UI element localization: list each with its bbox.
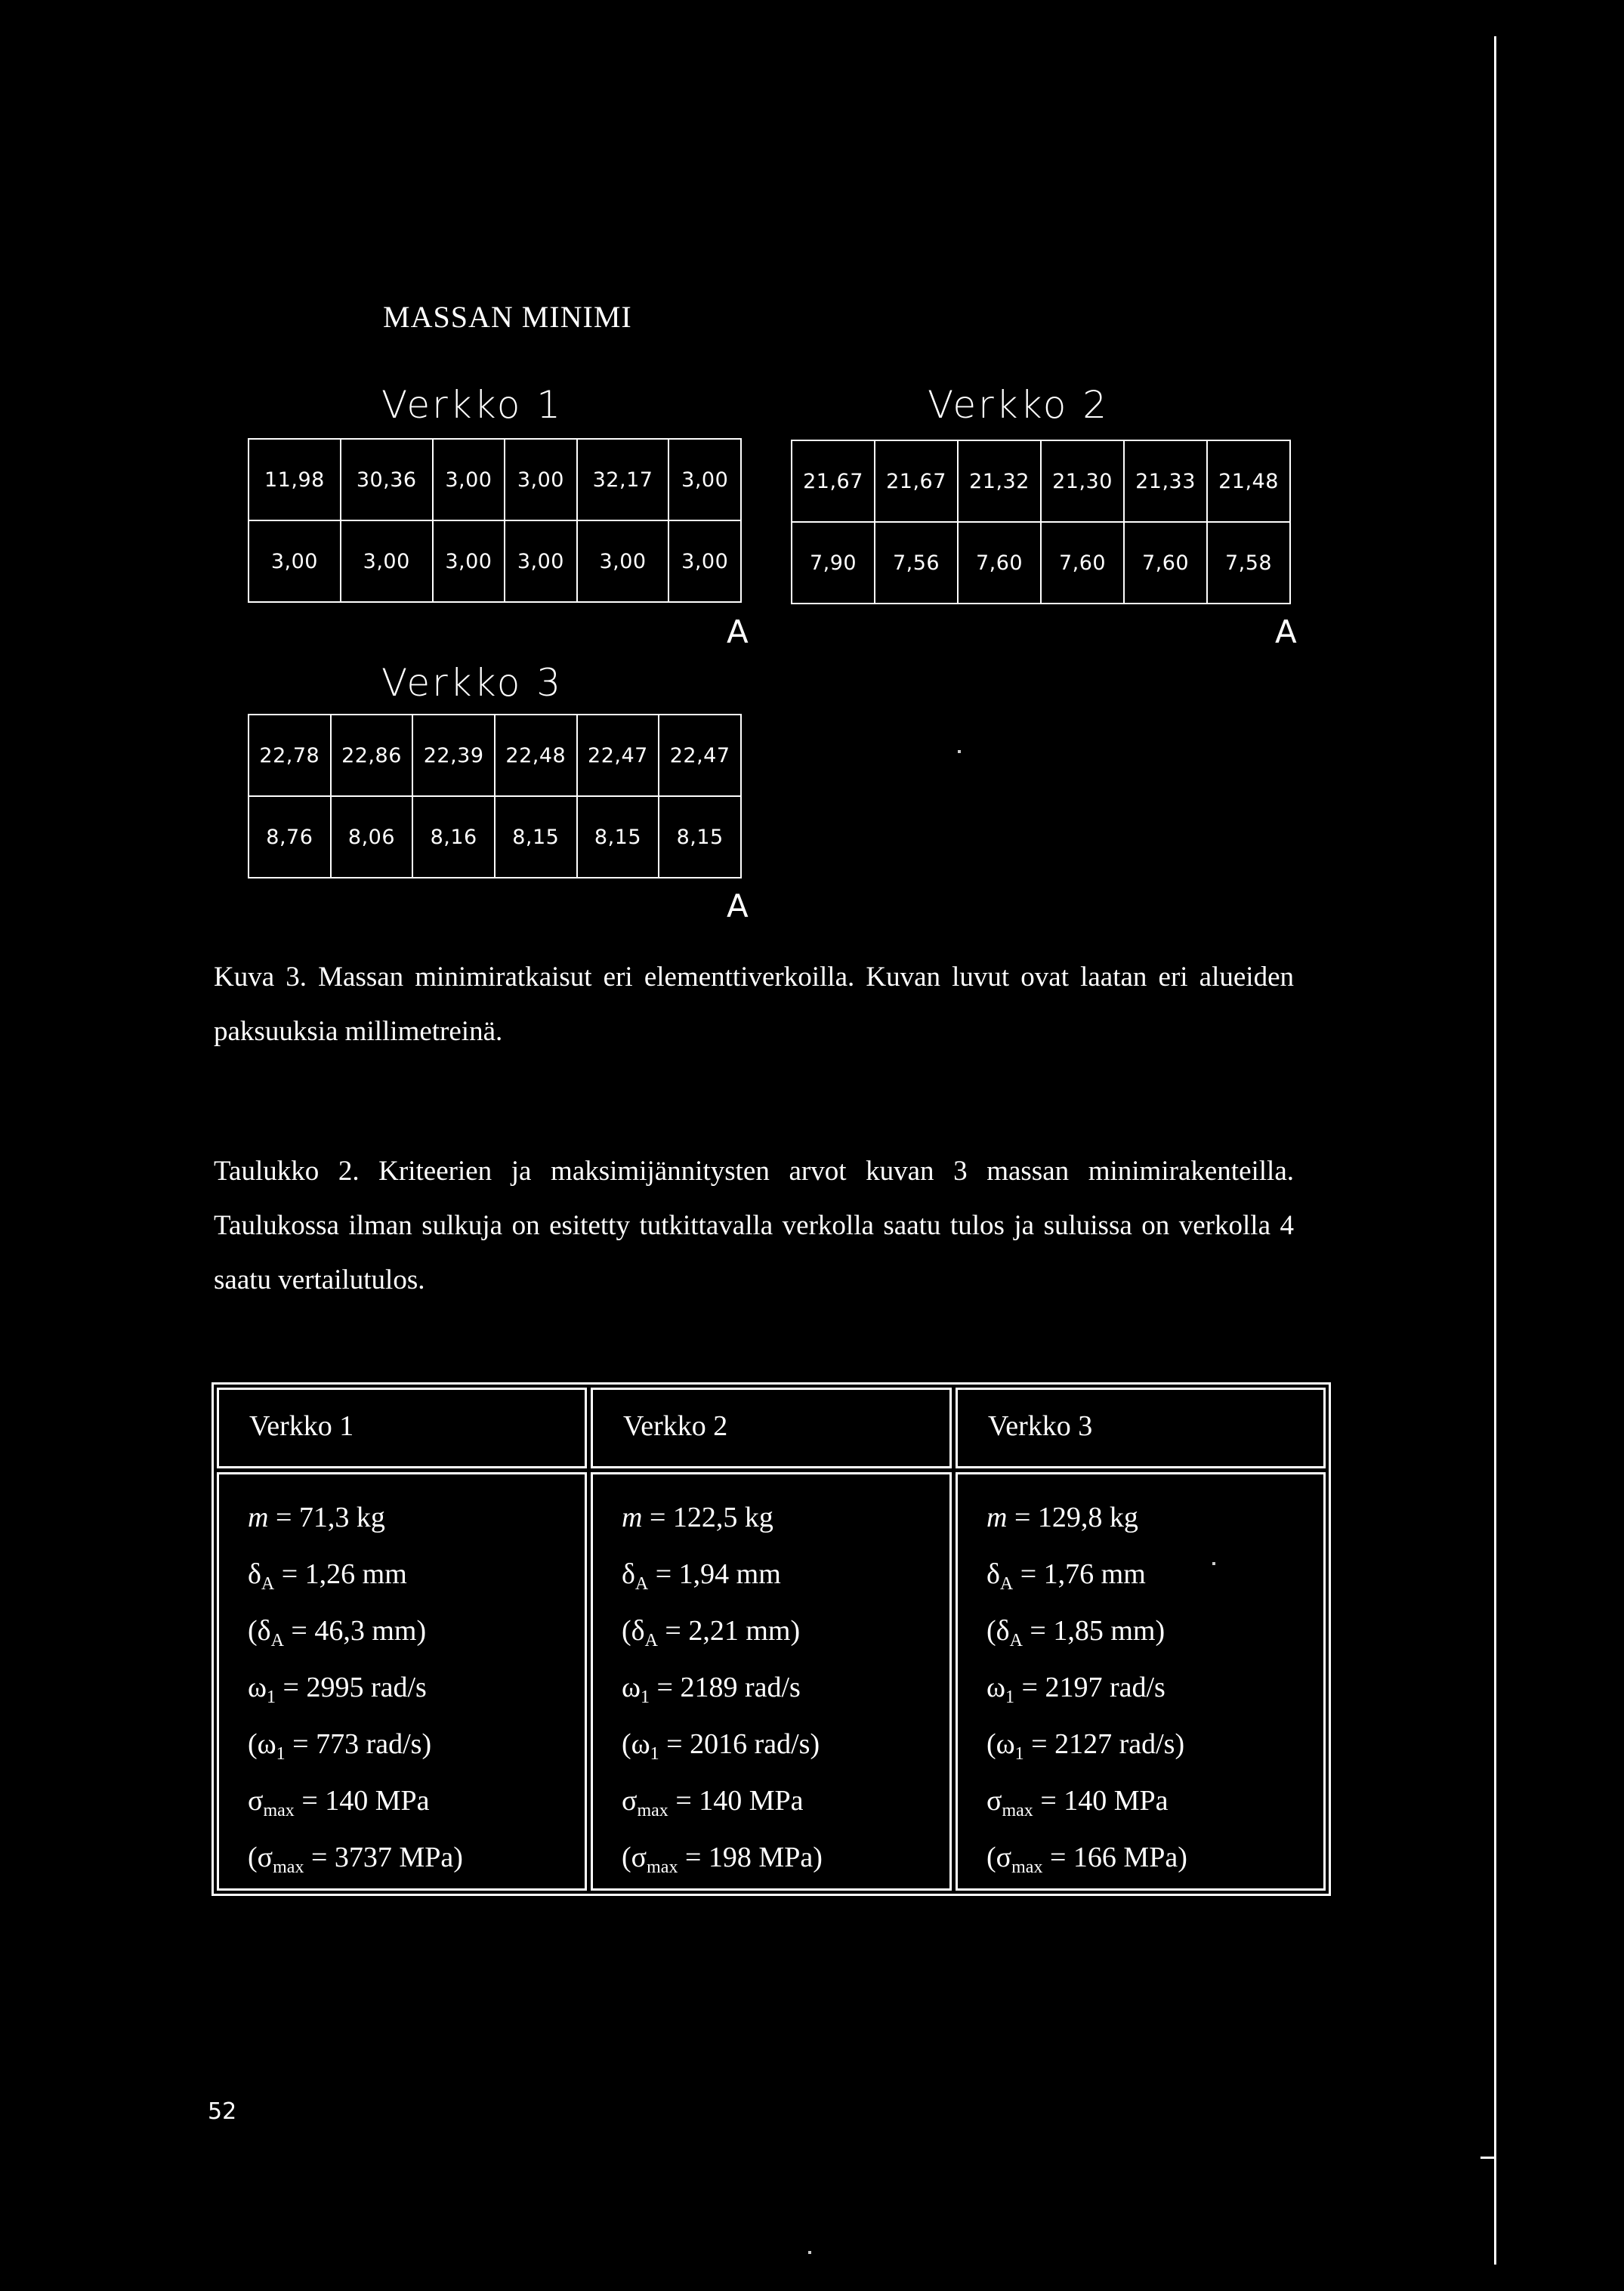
criteria-header-label: Verkko 2	[623, 1410, 728, 1442]
grid-title-verkko-1: Verkko 1	[381, 383, 563, 427]
grid-cell: 3,00	[505, 439, 577, 520]
scan-speck	[1212, 1562, 1215, 1565]
grid-cell: 21,30	[1041, 440, 1124, 522]
grid-cell: 3,00	[249, 520, 341, 602]
grid-cell: 22,86	[331, 715, 413, 796]
stress-reference: ($\sigma_{max} = 166$ MPa)	[986, 1842, 1187, 1877]
stress-value: $\sigma_{max} = 140$ MPa	[248, 1785, 430, 1820]
grid-cell: 22,48	[495, 715, 577, 796]
frequency-value: $\omega_1 = 2995$ rad/s	[248, 1672, 427, 1707]
grid-row	[249, 439, 741, 520]
criteria-header-verkko-1	[217, 1388, 587, 1468]
grid-cell: 7,90	[792, 522, 875, 604]
grid-cell: 22,47	[659, 715, 741, 796]
grid-verkko-3	[248, 714, 742, 878]
point-a-marker: A	[727, 613, 749, 650]
criteria-header-label: Verkko 1	[249, 1410, 354, 1442]
grid-cell: 3,00	[668, 520, 741, 602]
margin-tick	[1480, 2157, 1496, 2159]
mass-value: m = 129,8 kg	[986, 1502, 1138, 1533]
grid-cell: 32,17	[577, 439, 669, 520]
stress-reference: ($\sigma_{max} = 198$ MPa)	[622, 1842, 823, 1877]
grid-cell: 21,33	[1124, 440, 1207, 522]
grid-cell: 8,15	[659, 796, 741, 878]
frequency-value: $\omega_1 = 2197$ rad/s	[986, 1672, 1166, 1707]
grid-cell: 22,39	[412, 715, 495, 796]
scan-speck	[958, 750, 961, 753]
grid-cell: 21,67	[875, 440, 958, 522]
grid-row	[249, 715, 741, 796]
grid-row	[792, 522, 1290, 604]
margin-rule	[1494, 36, 1496, 2265]
grid-title-verkko-2: Verkko 2	[928, 383, 1110, 427]
grid-cell: 22,47	[577, 715, 659, 796]
grid-cell: 7,58	[1207, 522, 1290, 604]
frequency-reference: ($\omega_1 = 2016$ rad/s)	[622, 1728, 820, 1764]
grid-cell: 30,36	[341, 439, 433, 520]
table-caption	[214, 1144, 1294, 1308]
grid-title-verkko-3: Verkko 3	[381, 661, 563, 705]
grid-cell: 21,48	[1207, 440, 1290, 522]
grid-cell: 8,76	[249, 796, 331, 878]
grid-cell: 21,32	[958, 440, 1041, 522]
grid-verkko-2	[791, 440, 1291, 604]
grid-cell: 8,15	[495, 796, 577, 878]
frequency-reference: ($\omega_1 = 2127$ rad/s)	[986, 1728, 1185, 1764]
deflection-reference: ($\delta_A = 46,3$ mm)	[248, 1615, 427, 1650]
deflection-reference: ($\delta_A = 2,21$ mm)	[622, 1615, 801, 1650]
deflection-value: $\delta_A = 1,26$ mm	[248, 1558, 407, 1594]
grid-cell: 3,00	[433, 520, 505, 602]
stress-reference: ($\sigma_{max} = 3737$ MPa)	[248, 1842, 463, 1877]
grid-cell: 7,56	[875, 522, 958, 604]
criteria-header-verkko-2	[591, 1388, 952, 1468]
deflection-value: $\delta_A = 1,94$ mm	[622, 1558, 781, 1594]
grid-cell: 3,00	[577, 520, 669, 602]
grid-cell: 11,98	[249, 439, 341, 520]
criteria-column-verkko-3	[956, 1472, 1326, 1891]
deflection-value: $\delta_A = 1,76$ mm	[986, 1558, 1146, 1594]
grid-cell: 7,60	[1041, 522, 1124, 604]
grid-verkko-1	[248, 438, 742, 603]
grid-cell: 8,15	[577, 796, 659, 878]
mass-value: m = 122,5 kg	[622, 1502, 773, 1533]
point-a-marker: A	[727, 888, 749, 925]
deflection-reference: ($\delta_A = 1,85$ mm)	[986, 1615, 1166, 1650]
frequency-value: $\omega_1 = 2189$ rad/s	[622, 1672, 801, 1707]
criteria-column-verkko-1	[217, 1472, 587, 1891]
grid-cell: 8,16	[412, 796, 495, 878]
criteria-header-label: Verkko 3	[988, 1410, 1093, 1442]
scan-speck	[808, 2251, 811, 2254]
point-a-marker: A	[1275, 613, 1297, 650]
grid-cell: 3,00	[433, 439, 505, 520]
grid-cell: 3,00	[668, 439, 741, 520]
grid-row	[792, 440, 1290, 522]
grid-cell: 3,00	[341, 520, 433, 602]
figure-caption	[214, 950, 1294, 1059]
mass-value: m = 71,3 kg	[248, 1502, 385, 1533]
stress-value: $\sigma_{max} = 140$ MPa	[622, 1785, 804, 1820]
criteria-column-verkko-2	[591, 1472, 952, 1891]
criteria-header-verkko-3	[956, 1388, 1326, 1468]
frequency-reference: ($\omega_1 = 773$ rad/s)	[248, 1728, 432, 1764]
table-caption-text: Taulukko 2. Kriteerien ja maksimijännitysten arvot kuvan 3 massan minimirakenteilla. Taulukossa ilman sulkuja on esitetty tutkittavalla verkolla saatu tulos ja suluissa on verkolla 4 saatu vertailutulos.	[214, 1156, 1294, 1295]
grid-cell: 7,60	[958, 522, 1041, 604]
stress-value: $\sigma_{max} = 140$ MPa	[986, 1785, 1169, 1820]
grid-cell: 21,67	[792, 440, 875, 522]
grid-cell: 3,00	[505, 520, 577, 602]
grid-row	[249, 520, 741, 602]
section-title: MASSAN MINIMI	[383, 300, 632, 334]
grid-cell: 22,78	[249, 715, 331, 796]
grid-cell: 7,60	[1124, 522, 1207, 604]
page-number: 52	[208, 2098, 237, 2125]
grid-row	[249, 796, 741, 878]
grid-cell: 8,06	[331, 796, 413, 878]
figure-caption-text: Kuva 3. Massan minimiratkaisut eri elementtiverkoilla. Kuvan luvut ovat laatan eri alueiden paksuuksia millimetreinä.	[214, 962, 1294, 1047]
